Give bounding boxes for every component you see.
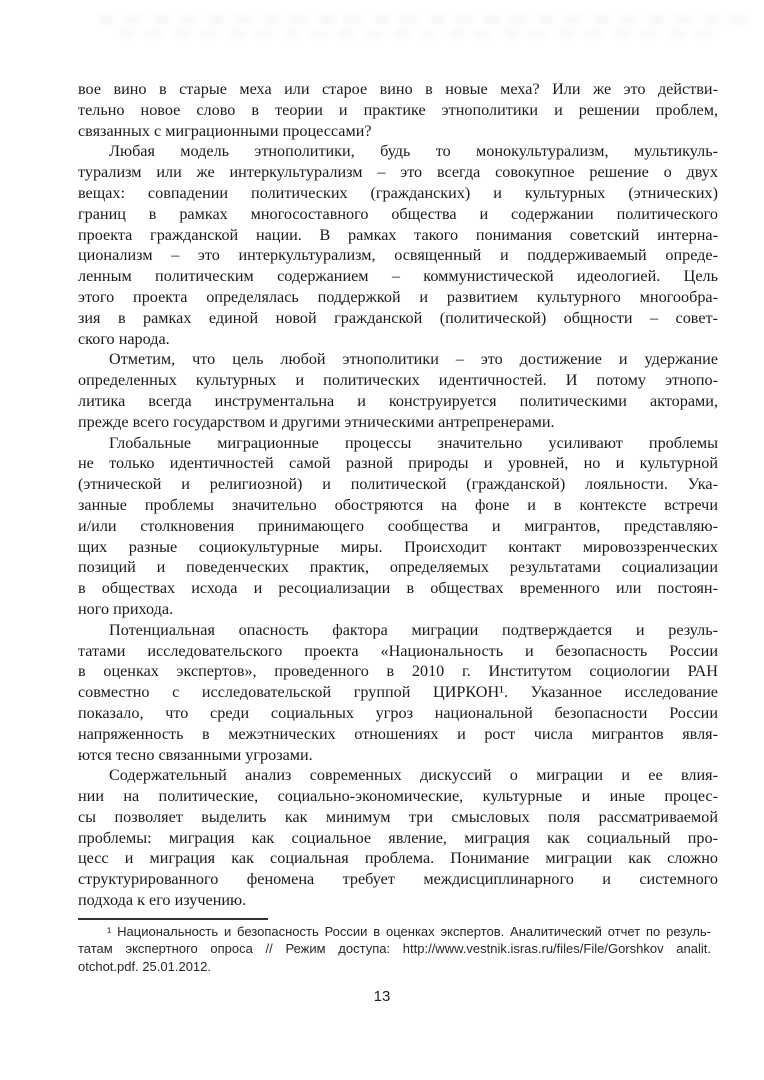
paragraph <box>78 765 718 911</box>
text-line: турализм или же интеркультурализм – это всегда совокупное решение о двух <box>78 163 718 182</box>
text-line: щих разные социокультурные миры. Происходит контакт мировоззренческих <box>78 537 718 556</box>
text-line: и/или столкновения принимающего сообщества и мигрантов, представляю- <box>78 516 718 535</box>
text-line: Отметим, что цель любой этнополитики – это достижение и удержание <box>109 350 718 369</box>
text-line: ского народа. <box>78 329 170 348</box>
text-line: вещах: совпадении политических (гражданских) и культурных (этнических) <box>78 183 718 202</box>
text-line: татам экспертного опроса // Режим доступа: http://www.vestnik.isras.ru/files/File/Gorshkov analit. <box>78 941 711 957</box>
text-line: татами исследовательского проекта «Национальность и безопасность России <box>78 641 718 660</box>
text-line: определенных культурных и политических идентичностей. И потому этнопо- <box>78 371 718 390</box>
paragraph <box>78 620 718 766</box>
text-line: границ в рамках многосоставного общества и содержании политического <box>78 204 718 223</box>
text-line: вое вино в старые меха или старое вино в новые меха? Или же это действи- <box>78 80 718 98</box>
text-line: показало, что среди социальных угроз национальной безопасности России <box>78 703 718 722</box>
text-line: (этнической и религиозной) и политической (гражданской) лояльности. Ука- <box>78 475 718 494</box>
text-line: otchot.pdf. 25.01.2012. <box>78 958 211 974</box>
footnote-separator <box>78 918 268 920</box>
text-line: Глобальные миграционные процессы значительно усиливают проблемы <box>109 433 718 452</box>
text-line: занные проблемы значительно обостряются на фоне и в контексте встречи <box>78 495 718 514</box>
text-line: прежде всего государством и другими этническими антрепренерами. <box>78 412 555 431</box>
text-line: сы позволяет выделить как минимум три смысловых поля рассматриваемой <box>78 807 718 826</box>
text-line: Содержательный анализ современных дискуссий о миграции и ее влия- <box>109 766 718 785</box>
text-line: Любая модель этнополитики, будь то монокультурализм, мультикуль- <box>109 142 718 161</box>
paragraph <box>78 433 718 620</box>
text-line: этого проекта определялась поддержкой и развитием культурного многообра- <box>78 287 718 306</box>
footnote-text <box>78 923 711 975</box>
text-line: позиций и поведенческих практик, определяемых результатами социализации <box>78 558 718 577</box>
paragraph <box>78 79 718 141</box>
text-line: ционализм – это интеркультурализм, освященный и поддерживаемый опреде- <box>78 246 718 265</box>
text-line: зия в рамках единой новой гражданской (политической) общности – совет- <box>78 308 718 327</box>
text-line: не только идентичностей самой разной природы и уровней, но и культурной <box>78 454 718 473</box>
page-number: 13 <box>373 988 391 1005</box>
text-line: Потенциальная опасность фактора миграции подтверждается и резуль- <box>109 620 718 639</box>
paragraph <box>78 141 718 349</box>
text-line: в обществах исхода и ресоциализации в обществах временного или постоян- <box>78 579 718 598</box>
text-line: ются тесно связанными угрозами. <box>78 745 313 764</box>
paragraph <box>78 923 711 975</box>
page-showthrough-artifact <box>100 15 748 24</box>
text-line: связанных с миграционными процессами? <box>78 121 372 140</box>
text-line: нии на политические, социально-экономические, культурные и иные процес- <box>78 787 718 806</box>
text-line: литика всегда инструментальна и конструируется политическими акторами, <box>78 391 718 410</box>
text-line: подхода к его изучению. <box>78 891 247 910</box>
page-showthrough-artifact <box>120 29 720 38</box>
text-line: ¹ Национальность и безопасность России в оценках экспертов. Аналитический отчет по резуль- <box>107 924 711 939</box>
text-line: напряженность в межэтнических отношениях и рост числа мигрантов явля- <box>78 724 718 743</box>
paragraph <box>78 349 718 432</box>
text-line: в оценках экспертов», проведенного в 2010 г. Институтом социологии РАН <box>78 662 718 681</box>
text-line: проблемы: миграция как социальное явление, миграция как социальный про- <box>78 828 718 847</box>
text-line: ленным политическим содержанием – коммунистической идеологией. Цель <box>78 267 718 286</box>
body-text <box>78 79 718 911</box>
text-line: тельно новое слово в теории и практике этнополитики и решении проблем, <box>78 100 718 119</box>
text-line: структурированного феномена требует междисциплинарного и системного <box>78 870 718 889</box>
text-line: ного прихода. <box>78 599 174 618</box>
text-line: совместно с исследовательской группой ЦИРКОН¹. Указанное исследование <box>78 683 718 702</box>
text-line: проекта гражданской нации. В рамках такого понимания советский интерна- <box>78 225 718 244</box>
text-line: цесс и миграция как социальная проблема. Понимание миграции как сложно <box>78 849 718 868</box>
